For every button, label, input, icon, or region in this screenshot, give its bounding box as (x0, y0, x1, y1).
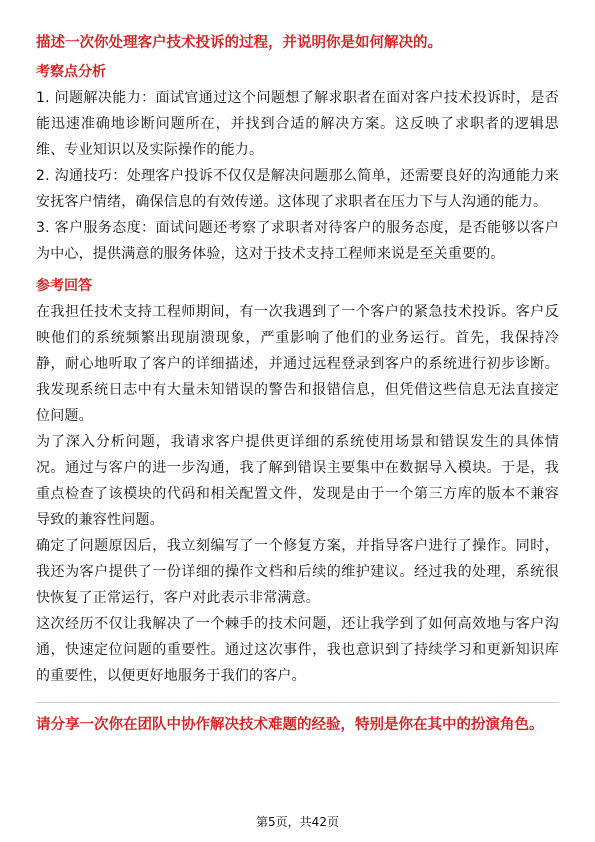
analysis-point-problem-solving: 1. 问题解决能力：面试官通过这个问题想了解求职者在面对客户技术投诉时，是否能迅速准确地诊断问题所在，并找到合适的解决方案。这反映了求职者的逻辑思维、专业知识以及实际操作的能力。 (36, 90, 559, 158)
analysis-section-title: 考察点分析 (36, 64, 106, 80)
page-content (36, 30, 559, 738)
answer-paragraph: 这次经历不仅让我解决了一个棘手的技术问题，还让我学到了如何高效地与客户沟通，快速定位问题的重要性。通过这次事件，我也意识到了持续学习和更新知识库的重要性，以便更好地服务于我们的客户。 (36, 616, 559, 684)
answer-paragraph: 为了深入分析问题，我请求客户提供更详细的系统使用场景和错误发生的具体情况。通过与客户的进一步沟通，我了解到错误主要集中在数据导入模块。于是，我重点检查了该模块的代码和相关配置文件，发现是由于一个第三方库的版本不兼容导致的兼容性问题。 (36, 434, 559, 528)
analysis-point-service-attitude: 3. 客户服务态度：面试问题还考察了求职者对待客户的服务态度，是否能够以客户为中心，提供满意的服务体验，这对于技术支持工程师来说是至关重要的。 (36, 220, 559, 262)
answer-paragraph: 在我担任技术支持工程师期间，有一次我遇到了一个客户的紧急技术投诉。客户反映他们的系统频繁出现崩溃现象，严重影响了他们的业务运行。首先，我保持冷静，耐心地听取了客户的详细描述，并通过远程登录到客户的系统进行初步诊断。我发现系统日志中有大量未知错误的警告和报错信息，但凭借这些信息无法直接定位问题。 (36, 304, 559, 424)
interview-question-heading: 描述一次你处理客户技术投诉的过程，并说明你是如何解决的。 (36, 35, 442, 51)
section-divider (36, 702, 559, 703)
page-number-footer: 第5页，共42页 (256, 815, 339, 829)
analysis-point-communication: 2. 沟通技巧：处理客户投诉不仅仅是解决问题那么简单，还需要良好的沟通能力来安抚客户情绪，确保信息的有效传递。这体现了求职者在压力下与人沟通的能力。 (36, 168, 559, 210)
answer-paragraph: 确定了问题原因后，我立刻编写了一个修复方案，并指导客户进行了操作。同时，我还为客户提供了一份详细的操作文档和后续的维护建议。经过我的处理，系统很快恢复了正常运行，客户对此表示非常满意。 (36, 538, 559, 606)
reference-answer-title: 参考回答 (36, 278, 92, 294)
next-question-heading: 请分享一次你在团队中协作解决技术难题的经验，特别是你在其中的扮演角色。 (36, 717, 544, 733)
